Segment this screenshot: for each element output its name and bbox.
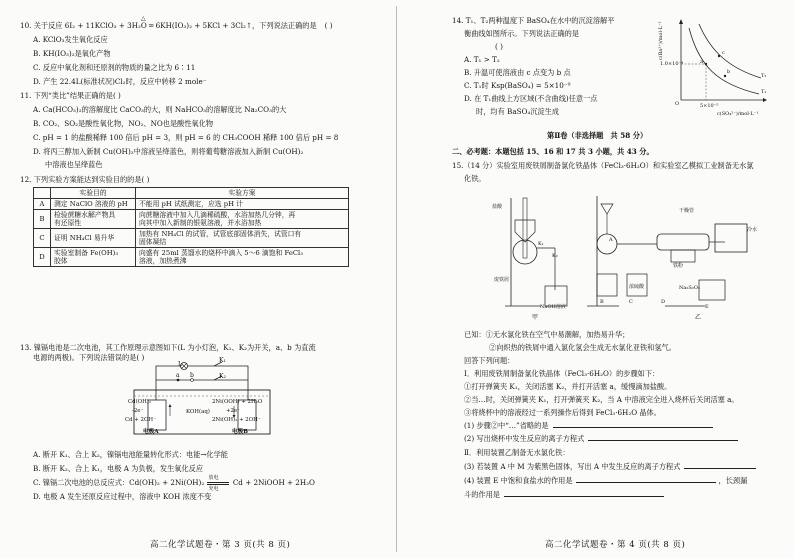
q15-question-4-cont: 斗的作用是	[464, 490, 664, 499]
answer-blank-5[interactable]	[504, 496, 664, 497]
q11-option-c: C. pH = 1 的盐酸稀释 100 倍后 pH = 3，则 pH = 6 的 CH₃COOH 稀释 100 倍后 pH = 8	[33, 133, 339, 142]
q15-step-1: ①打开弹簧夹 K₁，关闭活塞 K₂，并打开活塞 a，缓慢滴加盐酸。	[464, 382, 672, 391]
fig-right-e: +2e⁻	[226, 408, 240, 414]
discharge-label: 放电	[208, 474, 219, 481]
row-key: C	[34, 229, 51, 248]
row-purpose: 证明 NH₄Cl 易升华	[51, 229, 136, 248]
flask-b-icon	[597, 234, 617, 254]
q15-question-3: (3) 若装置 A 中 M 为紫黑色固体，写出 A 中发生反应的离子方程式	[464, 462, 756, 471]
q13-stem-cont: 电源的两极)。下列说法错误的是( )	[33, 353, 145, 362]
q15-reply: 回答下列问题：	[464, 356, 515, 365]
q15-step-2: ②当…时，关闭弹簧夹 K₁，打开弹簧夹 K₂，当 A 中溶液完全进入烧杯后关闭活塞 a。	[464, 395, 739, 404]
q12-header-plan: 实验方案	[136, 188, 349, 199]
right-page	[397, 0, 794, 558]
row-key: B	[34, 210, 51, 229]
graph-y-tick: 1.0×10⁻⁴	[660, 61, 684, 67]
graph-curve-t1-label: T₁	[761, 89, 767, 95]
q13-option-d: D. 电极 A 发生还原反应过程中，溶液中 KOH 浓度不变	[33, 492, 212, 501]
row-purpose: 检验蔗糖水解产物具 有还原性	[51, 210, 136, 229]
row-key: A	[34, 199, 51, 210]
fig-right-top: 2Ni(OOH) + 2H₂O	[212, 399, 263, 405]
graph-xlabel: c(SO₄²⁻)/mol·L⁻¹	[717, 111, 759, 117]
row-purpose: 测定 NaClO 溶液的 pH	[51, 199, 136, 210]
row-plan: 加热有 NH₄Cl 的试管，试管底部固体消失，试管口有 固体凝结	[136, 229, 349, 248]
q11-option-a: A. Ca(HCO₃)₂的溶解度比 CaCO₃的大，则 NaHCO₃的溶解度比 Na₂CO₃的大	[33, 105, 287, 114]
label-b: B	[600, 299, 604, 305]
q12-table-header	[34, 188, 349, 199]
q13-option-c: C. 镍镉二次电池的总反应式：Cd(OH)₂ + 2Ni(OH)₂ 放电 充电 Cd + 2NiOOH + 2H₂O	[33, 474, 315, 492]
graph-point-a-label: a	[700, 59, 703, 65]
fig-label-k2: K₂	[219, 373, 226, 380]
row-plan: 向蔗糖溶液中加入几滴稀硫酸，水浴加热几分钟，再 向其中加入新制的银氨溶液，并水浴加热	[136, 210, 349, 229]
q14-stem-cont: 衡曲线如图所示。下列说法正确的是	[464, 29, 580, 38]
q13-stem: 13. 镍镉电池是二次电池，其工作原理示意图如下(L 为小灯泡，K₁、K₂为开关，a、b 为直流	[20, 343, 316, 352]
label-d: D	[661, 299, 666, 305]
funnel-icon	[515, 220, 535, 242]
point-a	[705, 63, 707, 65]
fig-label-a: a	[176, 372, 180, 379]
q10-stem: 10. 关于反应 6I₂ + 11KClO₃ + 3H₂O ═ 6KH(IO₃)₂ + 5KCl + 3Cl₂↑，下列说法正确的是 ( )	[20, 21, 333, 30]
table-row	[34, 229, 349, 248]
tube-furnace-icon	[657, 234, 709, 250]
q10-condition: △	[141, 15, 146, 22]
q15-question-2: (2) 写出烧杯中发生反应的离子方程式	[464, 434, 738, 443]
point-b	[724, 75, 726, 77]
charge-label: 充电	[208, 485, 219, 492]
q14-option-d-cont: 时，均有 BaSO₄沉淀生成	[476, 107, 560, 116]
fig-right-bot: 2Ni(OH)₂ + 2OH⁻	[212, 417, 261, 423]
row-plan: 不能用 pH 试纸测定，应选 pH 计	[136, 199, 349, 210]
row-key: D	[34, 248, 51, 267]
fig-electrode-b-label: 电极B	[232, 429, 248, 435]
q11-option-d-cont: 中溶液也呈绛蓝色	[45, 160, 103, 169]
answer-blank-3[interactable]	[684, 468, 756, 469]
q14-option-c: C. T₁时 Ksp(BaSO₄) = 5×10⁻⁹	[464, 81, 571, 90]
q15-stem: 15.（14 分）实验室用废铁屑制备氯化铁晶体（FeCl₃·6H₂O）和实验室乙模拟工业制备无水氯	[452, 161, 754, 170]
fig-label-jia: 甲	[532, 314, 539, 321]
q11-option-b: B. CO₂、SO₂是酸性氧化物，NO₂、NO也是酸性氧化物	[33, 119, 214, 128]
apparatus-diagram	[489, 190, 751, 318]
label-c: C	[629, 299, 633, 305]
answer-blank-2[interactable]	[588, 440, 738, 441]
fig-left-bot: Cd + 2OH⁻	[125, 417, 156, 423]
q14-stem: 14. T₁、T₂两种温度下 BaSO₄在水中的沉淀溶解平	[452, 16, 615, 25]
fig-left-top: Cd(OH)₂	[128, 399, 152, 405]
q10-option-d: D. 产生 22.4L(标准状况)Cl₂时，反应中转移 2 mole⁻	[33, 77, 207, 86]
q14-option-d: D. 在 T₁曲线上方区域(不含曲线)任意一点	[464, 94, 598, 103]
answer-blank-1[interactable]	[553, 427, 713, 428]
q15-known-1: 已知：①无水氯化铁在空气中易潮解，加热易升华；	[464, 330, 630, 339]
row-purpose: 实验室制备 Fe(OH)₃ 胶体	[51, 248, 136, 267]
label-e: E	[705, 304, 709, 310]
q15-question-1: (1) 步骤②中“…”省略的是	[464, 421, 713, 430]
wash-bottle-c-icon	[597, 274, 617, 296]
q12-header-purpose: 实验目的	[51, 188, 136, 199]
right-footer: 高二化学试题卷・第 4 页(共 8 页)	[545, 540, 686, 550]
label-na2s2o3: Na₂S₂O₃	[679, 285, 700, 291]
absorber-e-icon	[699, 280, 725, 300]
label-k2: K₂	[552, 253, 558, 259]
label-k1: K₁	[538, 241, 544, 247]
q10-option-b: B. KH(IO₃)₂是氧化产物	[33, 49, 111, 58]
label-dry-tube: 干燥管	[679, 208, 695, 214]
q14-option-a: A. T₁ > T₂	[464, 55, 500, 64]
q15-question-4: (4) 装置 E 中饱和食盐水的作用是 ，长颈漏	[464, 476, 748, 485]
left-footer: 高二化学试题卷・第 3 页(共 8 页)	[150, 540, 291, 550]
graph-point-c-label: c	[722, 50, 725, 56]
label-a-vessel: A	[609, 237, 613, 243]
cold-bath-icon	[715, 224, 747, 252]
label-hcl: 盐酸	[492, 204, 503, 210]
label-conc-h2so4: 浓硫酸	[629, 284, 645, 290]
graph-origin: O	[675, 101, 680, 107]
q11-stem: 11. 下列“类比”结果正确的是( )	[20, 91, 121, 100]
point-c	[718, 55, 720, 57]
q13-option-b: B. 断开 K₂、合上 K₁，电极 A 为负极，发生氧化反应	[33, 464, 204, 473]
graph-ylabel: c(Ba²⁺)/mol·L⁻¹	[658, 21, 664, 60]
section2-heading: 二、必考题：本题包括 15、16 和 17 共 3 小题，共 43 分。	[452, 147, 654, 156]
table-row	[34, 210, 349, 229]
fig-label-yi: 乙	[695, 314, 702, 321]
label-fe-powder: 铁粉	[673, 263, 684, 269]
q15-stem-cont: 化铁。	[464, 174, 486, 183]
fig-label-b: b	[190, 372, 194, 379]
graph-point-b-label: b	[727, 69, 731, 75]
q11-option-d: D. 将丙三醇加入新制 Cu(OH)₂中溶液呈绛蓝色，则将葡萄糖溶液加入新制 Cu(OH)₂	[33, 147, 304, 156]
flask-a-icon	[513, 240, 537, 264]
q12-stem: 12. 下列实验方案能达到实验目的的是( )	[20, 175, 150, 184]
q14-option-b: B. 升温可使溶液由 c 点变为 b 点	[464, 68, 571, 77]
graph-curve-t2-label: T₂	[761, 73, 767, 79]
q10-option-c: C. 反应中氧化剂和还原剂的物质的量之比为 6∶11	[33, 63, 196, 72]
row-plan: 向盛有 25ml 蒸馏水的烧杯中滴入 5～6 滴饱和 FeCl₃ 溶液，加热煮沸	[136, 248, 349, 267]
q15-part-i-title: Ⅰ．利用废铁屑制备氯化铁晶体（FeCl₃·6H₂O）的步骤如下：	[464, 369, 660, 378]
part2-title: 第Ⅱ卷（非选择题 共 58 分）	[547, 131, 648, 140]
table-row	[34, 248, 349, 267]
fig-electrode-a-label: 电极A	[143, 429, 159, 435]
q14-paren: ( )	[495, 42, 503, 51]
q10-option-a: A. KClO₃发生氧化反应	[33, 35, 108, 44]
label-naoh: NaOH溶液	[540, 304, 566, 310]
q15-part-ii-title: Ⅱ．利用装置乙制备无水氯化铁：	[464, 448, 570, 457]
q12-table	[33, 187, 349, 267]
graph-x-tick: 5×10⁻⁵	[700, 103, 719, 109]
q13-option-a: A. 断开 K₁、合上 K₂，镍镉电池能量转化形式：电能→化学能	[33, 450, 228, 459]
q15-step-3: ③将烧杯中的溶液经过一系列操作后得到 FeCl₃·6H₂O 晶体。	[464, 408, 661, 417]
fig-left-e: -2e⁻	[132, 408, 144, 414]
answer-blank-4[interactable]	[576, 482, 716, 483]
label-waste-fe: 废铁屑	[494, 277, 510, 283]
fig-middle: KOH(aq)	[186, 409, 210, 415]
fig-label-k1: K₁	[219, 357, 226, 364]
table-row	[34, 199, 349, 210]
label-cold-water: 冷水	[747, 227, 758, 233]
fig-label-l: L	[178, 361, 182, 368]
q15-known-2: ②向炽热的铁屑中通入氯化氢会生成无水氯化亚铁和氢气。	[489, 343, 676, 352]
